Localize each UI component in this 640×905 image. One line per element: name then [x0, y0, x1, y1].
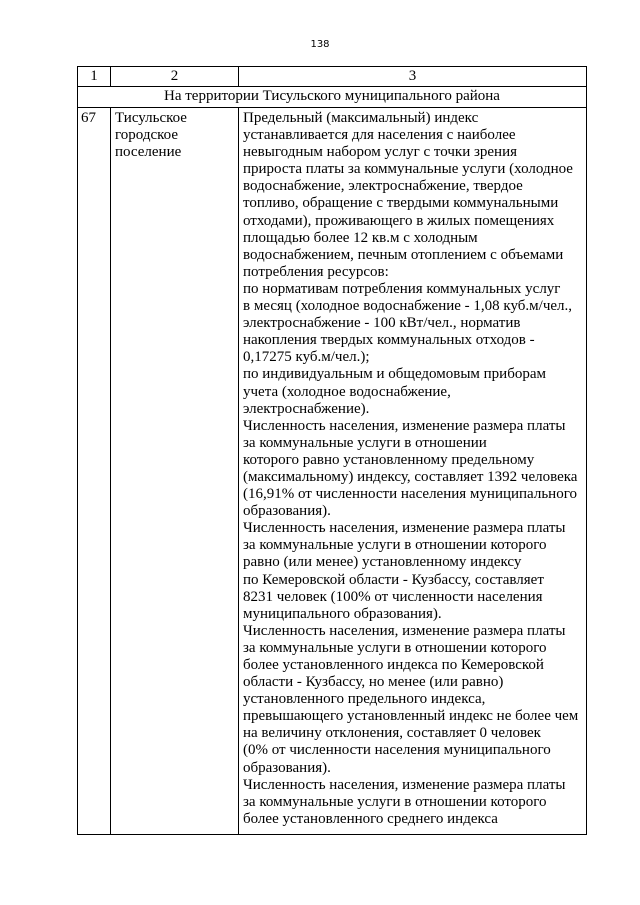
- document-table: [77, 66, 587, 835]
- column-header-3: 3: [239, 67, 587, 87]
- description-paragraph: Предельный (максимальный) индекс устанавливается для населения с наиболее невыгодным набором услуг с точки зрения прироста платы за коммунальные услуги (холодное водоснабжение, электроснабжение, твердое топливо, обращение с твердыми коммунальными отходами), проживающего в жилых помещениях площадью более 12 кв.м с холодным водоснабжением, печным отоплением с объемами потребления ресурсов:: [243, 110, 573, 280]
- description-paragraph: Численность населения, изменение размера платы за коммунальные услуги в отношении которого равно установленному предельному (максимальному) индексу, составляет 1392 человека (16,91% от численности населения муниципального образования).: [243, 417, 578, 520]
- section-title: На территории Тисульского муниципального района: [78, 87, 587, 108]
- description-paragraph: Численность населения, изменение размера платы за коммунальные услуги в отношении которого более установленного индекса по Кемеровской области - Кузбассу, но менее (или равно) установленного предельного индекса, превышающего установленный индекс не более чем на величину отклонения, составляет 0 человек (0% от численности населения муниципального образования).: [243, 622, 579, 776]
- column-header-2: 2: [111, 67, 239, 87]
- row-number: 67: [78, 108, 111, 835]
- table-header-row: [78, 67, 587, 87]
- page-number: 138: [310, 39, 330, 50]
- description-cell: [239, 108, 587, 835]
- description-paragraph: Численность населения, изменение размера платы за коммунальные услуги в отношении которого более установленного среднего индекса: [243, 776, 566, 827]
- description-paragraph: по нормативам потребления коммунальных услуг в месяц (холодное водоснабжение - 1,08 куб.м/чел., электроснабжение - 100 кВт/чел., норматив накопления твердых коммунальных отходов - 0,17275 куб.м/чел.);: [243, 280, 573, 366]
- description-paragraph: Численность населения, изменение размера платы за коммунальные услуги в отношении которого равно (или менее) установленному индексу по Кемеровской области - Кузбассу, составляет 8231 человек (100% от численности населения муниципального образования).: [243, 520, 566, 622]
- description-paragraph: по индивидуальным и общедомовым приборам учета (холодное водоснабжение, электроснабжение).: [243, 366, 546, 417]
- municipality-name: Тисульское городское поселение: [115, 110, 187, 161]
- column-header-1: 1: [78, 67, 111, 87]
- section-row: [78, 87, 587, 108]
- table-row: [78, 108, 587, 835]
- municipality-cell: [111, 108, 239, 835]
